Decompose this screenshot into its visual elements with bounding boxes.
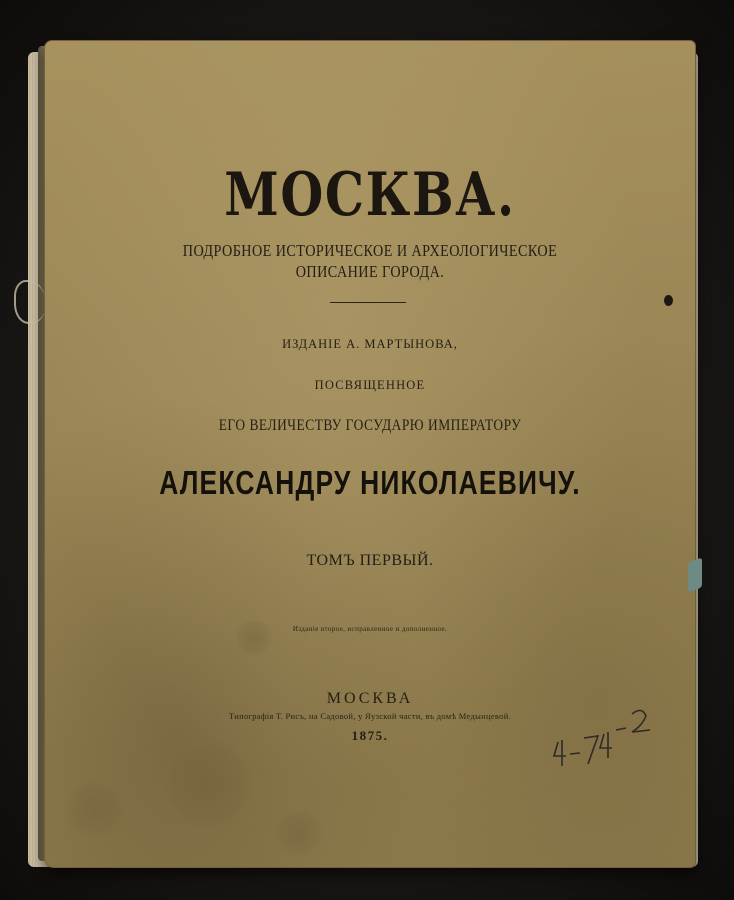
emperor-name: АЛЕКСАНДРУ НИКОЛАЕВИЧУ. — [159, 464, 581, 501]
imprint-city: МОСКВА — [326, 690, 414, 707]
imprint-year: 1875. — [351, 728, 389, 743]
book-title: МОСКВА. — [224, 160, 516, 230]
book-cover — [44, 40, 696, 868]
edition-note: Изданіе второе, исправленное и дополненное. — [292, 625, 448, 633]
subtitle-line: ПОДРОБНОЕ ИСТОРИЧЕСКОЕ И АРХЕОЛОГИЧЕСКОЕ — [182, 241, 558, 260]
divider-rule — [330, 302, 406, 303]
volume-label: ТОМЪ ПЕРВЫЙ. — [306, 552, 434, 569]
subtitle-line: ОПИСАНИЕ ГОРОДА. — [295, 262, 445, 281]
publisher-line: ИЗДАНІЕ А. МАРТЫНОВА, — [282, 337, 458, 351]
book-subtitle — [90, 240, 651, 282]
handwritten-shelfmark — [550, 700, 670, 770]
printer-line: Типографія Т. Рисъ, на Садовой, у Яузской части, въ домѣ Медынцевой. — [228, 711, 512, 721]
binding-thread — [14, 280, 46, 324]
dedication-line: ПОСВЯЩЕННОЕ — [314, 378, 426, 392]
majesty-line: ЕГО ВЕЛИЧЕСТВУ ГОСУДАРЮ ИМПЕРАТОРУ — [218, 417, 522, 434]
